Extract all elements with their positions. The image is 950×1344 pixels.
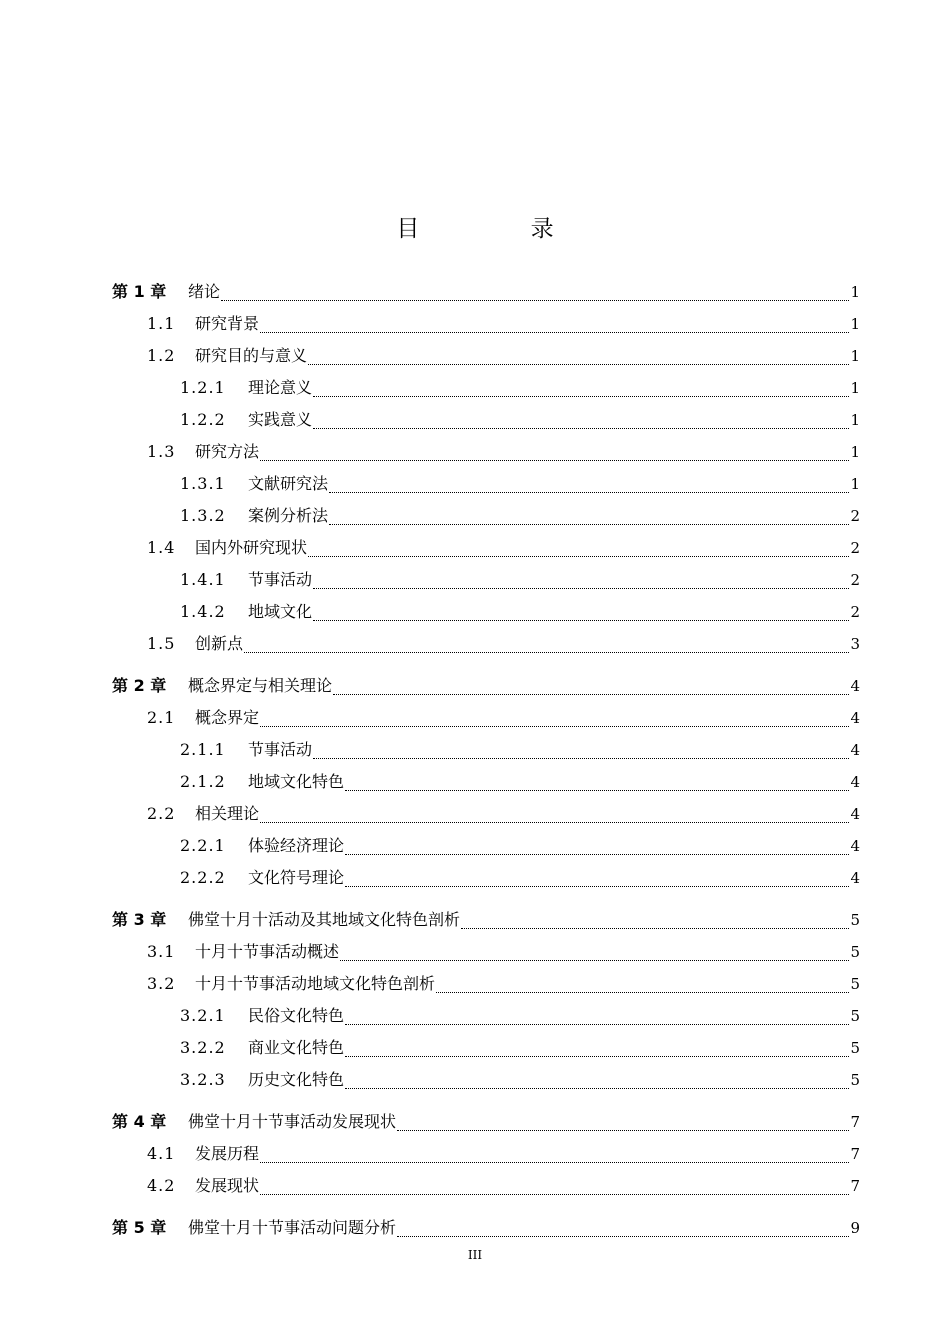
- toc-entry[interactable]: [112, 862, 860, 894]
- toc-entry-title: 节事活动: [248, 740, 313, 759]
- toc-entry-title: 研究方法: [195, 442, 260, 461]
- toc-entry[interactable]: [112, 904, 860, 936]
- toc-entry-page: 3: [850, 635, 860, 653]
- toc-entry-page: 1: [850, 315, 860, 333]
- toc-entry-page: 1: [850, 379, 860, 397]
- toc-entry-title: 相关理论: [195, 804, 260, 823]
- table-of-contents: [112, 276, 860, 1244]
- toc-entry-title: 体验经济理论: [248, 836, 345, 855]
- toc-dot-leader: [260, 331, 849, 333]
- toc-dot-leader: [260, 1161, 849, 1163]
- toc-entry-title: 商业文化特色: [248, 1038, 345, 1057]
- toc-entry-title: 民俗文化特色: [248, 1006, 345, 1025]
- toc-dot-leader: [329, 523, 849, 525]
- toc-entry-title: 节事活动: [248, 570, 313, 589]
- toc-dot-leader: [221, 299, 849, 301]
- toc-entry[interactable]: [112, 830, 860, 862]
- toc-dot-leader: [313, 619, 849, 621]
- toc-dot-leader: [345, 885, 849, 887]
- toc-entry[interactable]: [112, 1170, 860, 1202]
- toc-entry[interactable]: [112, 1000, 860, 1032]
- toc-dot-leader: [308, 555, 849, 557]
- toc-entry-page: 9: [850, 1219, 860, 1237]
- toc-entry-page: 2: [850, 507, 860, 525]
- toc-dot-leader: [260, 459, 849, 461]
- toc-entry-number: 1.4: [147, 538, 176, 557]
- toc-entry-page: 7: [850, 1113, 860, 1131]
- toc-entry[interactable]: [112, 436, 860, 468]
- toc-entry-number: 第 1 章: [112, 282, 167, 301]
- toc-entry-title: 佛堂十月十节事活动问题分析: [188, 1218, 397, 1237]
- toc-entry-number: 1.3.1: [180, 474, 226, 493]
- toc-dot-leader: [333, 693, 849, 695]
- toc-entry[interactable]: [112, 596, 860, 628]
- toc-entry[interactable]: [112, 404, 860, 436]
- toc-entry-page: 7: [850, 1177, 860, 1195]
- toc-dot-leader: [345, 1087, 849, 1089]
- toc-entry-page: 2: [850, 539, 860, 557]
- toc-entry-title: 历史文化特色: [248, 1070, 345, 1089]
- toc-entry-number: 1.2.1: [180, 378, 226, 397]
- toc-dot-leader: [461, 927, 849, 929]
- toc-entry-page: 1: [850, 411, 860, 429]
- toc-entry-title: 国内外研究现状: [195, 538, 308, 557]
- toc-dot-leader: [260, 725, 849, 727]
- toc-entry-number: 4.2: [147, 1176, 176, 1195]
- toc-entry[interactable]: [112, 968, 860, 1000]
- toc-entry-page: 2: [850, 571, 860, 589]
- toc-entry-number: 2.1: [147, 708, 176, 727]
- toc-dot-leader: [345, 789, 849, 791]
- toc-entry-page: 4: [850, 709, 860, 727]
- toc-dot-leader: [313, 757, 849, 759]
- toc-entry[interactable]: [112, 468, 860, 500]
- toc-dot-leader: [397, 1129, 849, 1131]
- toc-dot-leader: [313, 427, 849, 429]
- toc-entry-title: 佛堂十月十活动及其地域文化特色剖析: [188, 910, 461, 929]
- toc-entry-page: 4: [850, 805, 860, 823]
- toc-entry-page: 4: [850, 837, 860, 855]
- toc-entry-page: 5: [850, 1039, 860, 1057]
- toc-entry[interactable]: [112, 1106, 860, 1138]
- toc-entry-number: 1.3: [147, 442, 176, 461]
- toc-entry-number: 1.4.2: [180, 602, 226, 621]
- toc-entry-number: 1.5: [147, 634, 176, 653]
- toc-entry-title: 绪论: [188, 282, 221, 301]
- toc-entry-number: 2.1.1: [180, 740, 226, 759]
- toc-entry-page: 1: [850, 443, 860, 461]
- toc-entry-number: 3.2.2: [180, 1038, 226, 1057]
- toc-entry-number: 第 5 章: [112, 1218, 167, 1237]
- toc-entry[interactable]: [112, 564, 860, 596]
- toc-entry[interactable]: [112, 340, 860, 372]
- toc-entry-title: 十月十节事活动概述: [195, 942, 340, 961]
- toc-entry-number: 3.2.3: [180, 1070, 226, 1089]
- toc-entry-number: 2.2.2: [180, 868, 226, 887]
- toc-dot-leader: [308, 363, 849, 365]
- toc-entry-number: 第 4 章: [112, 1112, 167, 1131]
- toc-entry-page: 5: [850, 975, 860, 993]
- toc-entry-title: 佛堂十月十节事活动发展现状: [188, 1112, 397, 1131]
- toc-dot-leader: [436, 991, 849, 993]
- toc-entry-page: 7: [850, 1145, 860, 1163]
- toc-entry-title: 地域文化: [248, 602, 313, 621]
- toc-entry[interactable]: [112, 766, 860, 798]
- toc-dot-leader: [329, 491, 849, 493]
- toc-dot-leader: [345, 1055, 849, 1057]
- toc-entry-number: 1.4.1: [180, 570, 226, 589]
- toc-entry-title: 案例分析法: [248, 506, 329, 525]
- toc-entry-page: 1: [850, 347, 860, 365]
- toc-dot-leader: [345, 1023, 849, 1025]
- toc-entry-title: 创新点: [195, 634, 244, 653]
- toc-title: 目 录: [396, 216, 606, 242]
- toc-entry-number: 1.2.2: [180, 410, 226, 429]
- toc-entry-page: 4: [850, 869, 860, 887]
- toc-entry-title: 文献研究法: [248, 474, 329, 493]
- toc-dot-leader: [397, 1235, 849, 1237]
- toc-dot-leader: [260, 821, 849, 823]
- toc-entry[interactable]: [112, 670, 860, 702]
- toc-entry[interactable]: [112, 1064, 860, 1096]
- toc-entry-number: 2.1.2: [180, 772, 226, 791]
- toc-entry-page: 1: [850, 283, 860, 301]
- toc-entry-number: 2.2: [147, 804, 176, 823]
- toc-entry[interactable]: [112, 1032, 860, 1064]
- toc-entry[interactable]: [112, 1138, 860, 1170]
- toc-entry-page: 2: [850, 603, 860, 621]
- toc-entry-page: 5: [850, 1071, 860, 1089]
- toc-entry-page: 4: [850, 741, 860, 759]
- toc-entry-page: 5: [850, 1007, 860, 1025]
- toc-entry-number: 第 2 章: [112, 676, 167, 695]
- toc-entry-page: 5: [850, 943, 860, 961]
- toc-entry-number: 第 3 章: [112, 910, 167, 929]
- toc-dot-leader: [340, 959, 849, 961]
- toc-entry[interactable]: [112, 276, 860, 308]
- toc-entry[interactable]: [112, 1212, 860, 1244]
- toc-entry[interactable]: [112, 372, 860, 404]
- toc-entry-number: 1.2: [147, 346, 176, 365]
- toc-entry-page: 4: [850, 773, 860, 791]
- toc-dot-leader: [345, 853, 849, 855]
- toc-entry-title: 研究目的与意义: [195, 346, 308, 365]
- toc-dot-leader: [313, 395, 849, 397]
- toc-entry-number: 3.2: [147, 974, 176, 993]
- toc-entry[interactable]: [112, 798, 860, 830]
- toc-entry-page: 4: [850, 677, 860, 695]
- toc-entry-title: 十月十节事活动地域文化特色剖析: [195, 974, 436, 993]
- toc-entry[interactable]: [112, 734, 860, 766]
- toc-entry-title: 概念界定: [195, 708, 260, 727]
- toc-entry-page: 1: [850, 475, 860, 493]
- toc-entry-number: 1.1: [147, 314, 176, 333]
- toc-entry-number: 3.2.1: [180, 1006, 226, 1025]
- toc-entry-title: 实践意义: [248, 410, 313, 429]
- toc-dot-leader: [313, 587, 849, 589]
- toc-entry-title: 研究背景: [195, 314, 260, 333]
- toc-entry-title: 理论意义: [248, 378, 313, 397]
- toc-entry[interactable]: [112, 532, 860, 564]
- toc-entry-title: 文化符号理论: [248, 868, 345, 887]
- toc-entry[interactable]: [112, 702, 860, 734]
- toc-dot-leader: [244, 651, 849, 653]
- toc-entry-title: 地域文化特色: [248, 772, 345, 791]
- toc-entry-number: 1.3.2: [180, 506, 226, 525]
- toc-entry-number: 2.2.1: [180, 836, 226, 855]
- toc-entry[interactable]: [112, 936, 860, 968]
- toc-entry-title: 发展历程: [195, 1144, 260, 1163]
- toc-entry[interactable]: [112, 308, 860, 340]
- toc-entry-number: 4.1: [147, 1144, 176, 1163]
- toc-entry-title: 发展现状: [195, 1176, 260, 1195]
- toc-entry-number: 3.1: [147, 942, 176, 961]
- toc-entry[interactable]: [112, 628, 860, 660]
- toc-entry[interactable]: [112, 500, 860, 532]
- toc-entry-title: 概念界定与相关理论: [188, 676, 333, 695]
- toc-dot-leader: [260, 1193, 849, 1195]
- page-number: III: [467, 1248, 483, 1262]
- toc-entry-page: 5: [850, 911, 860, 929]
